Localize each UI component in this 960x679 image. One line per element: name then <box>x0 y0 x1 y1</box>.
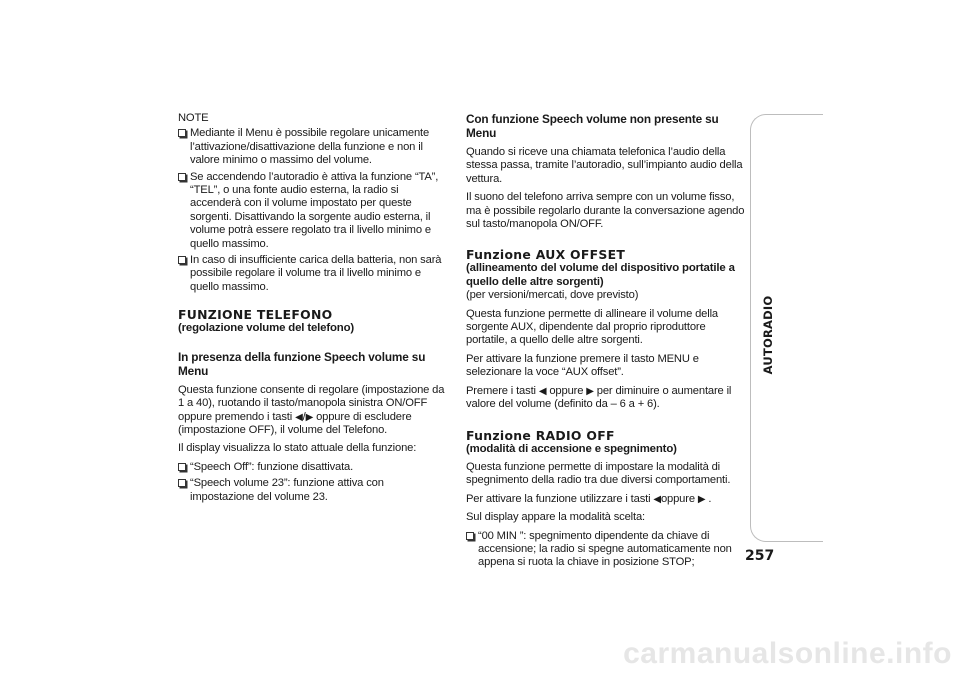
list-item: “Speech volume 23”: funzione attiva con impostazione del volume 23. <box>178 477 450 504</box>
telefono-subheading: (regolazione volume del telefono) <box>178 322 355 335</box>
aux-paragraph-2: Per attivare la funzione premere il tasto MENU e selezionare la voce “AUX offset”. <box>466 352 699 379</box>
list-item: “00 MIN ”: spegnimento dipendente da chiave di accensione; la radio si spegne automaticamente non appena si ruota la chiave in posizione STOP; <box>466 530 748 570</box>
arrow-left-icon: ◀ <box>295 411 303 423</box>
page-number: 257 <box>745 548 775 564</box>
display-intro: Il display visualizza lo stato attuale della funzione: <box>178 442 417 455</box>
notes-list <box>178 127 450 294</box>
speech-present-heading: In presenza della funzione Speech volume su Menu <box>178 349 426 378</box>
left-column <box>178 112 450 509</box>
radio-mode-list <box>466 530 748 570</box>
aux-paragraph-1: Questa funzione permette di allineare il volume della sorgente AUX, dipendente dal proprio riproduttore portatile, a quello delle altre sorgenti. <box>466 307 718 347</box>
aux-heading: Funzione AUX OFFSET <box>466 247 626 263</box>
radio-paragraph-2: Per attivare la funzione utilizzare i tasti ◀oppure ▶ . <box>466 492 712 505</box>
speech-absent-paragraph-2: Il suono del telefono arriva sempre con un volume fisso, ma è possibile regolarlo durante la conversazione agendo sul tasto/manopola ON/OFF. <box>466 191 745 231</box>
arrow-right-icon: ▶ <box>697 493 706 505</box>
section-tab-label: AUTORADIO <box>761 295 775 375</box>
arrow-right-icon: ▶ <box>305 411 314 423</box>
aux-subheading: (allineamento del volume del dispositivo portatile a quello delle altre sorgenti) <box>466 262 735 288</box>
radio-off-subheading: (modalità di accensione e spegnimento) <box>466 442 677 455</box>
arrow-left-icon: ◀ <box>538 385 547 397</box>
display-list <box>178 461 450 504</box>
arrow-left-icon: ◀ <box>653 493 661 505</box>
list-item: Se accendendo l’autoradio è attiva la funzione “TA”, “TEL”, o una fonte audio esterna, la radio si accenderà con il volume impostato per queste sorgenti. Disattivando la sorgente audio esterna, il volume potrà essere regolato tra il livello minimo e quello massimo. <box>178 171 450 251</box>
watermark: carmanualsonline.info <box>623 637 952 670</box>
aux-availability-note: (per versioni/mercati, dove previsto) <box>466 289 639 302</box>
speech-absent-paragraph-1: Quando si riceve una chiamata telefonica l’audio della stessa passa, tramite l’autoradio, sull’impianto audio della vettura. <box>466 146 743 185</box>
list-item: In caso di insufficiente carica della batteria, non sarà possibile regolare il volume tra il livello minimo e quello massimo. <box>178 254 450 294</box>
radio-paragraph-3: Sul display appare la modalità scelta: <box>466 511 645 524</box>
list-item: Mediante il Menu è possibile regolare unicamente l’attivazione/disattivazione della funzione e non il valore minimo o massimo del volume. <box>178 127 450 167</box>
radio-off-heading: Funzione RADIO OFF <box>466 427 615 443</box>
telefono-heading: FUNZIONE TELEFONO <box>178 307 333 323</box>
radio-paragraph-1: Questa funzione permette di impostare la modalità di spegnimento della radio tra due diversi comportamenti. <box>466 460 731 487</box>
note-title: NOTE <box>178 112 209 124</box>
arrow-right-icon: ▶ <box>586 385 594 397</box>
aux-paragraph-3: Premere i tasti ◀ oppure ▶ per diminuire o aumentare il valore del volume (definito da – 6 a + 6). <box>466 384 732 411</box>
right-column <box>466 112 748 575</box>
speech-paragraph: Questa funzione consente di regolare (impostazione da 1 a 40), ruotando il tasto/manopola sinistra ON/OFF oppure premendo i tasti ◀/▶ oppure di escludere (impostazione OFF), il volume del Telefono. <box>178 383 445 436</box>
list-item: “Speech Off”: funzione disattivata. <box>178 461 450 474</box>
speech-absent-heading: Con funzione Speech volume non presente su Menu <box>466 112 719 140</box>
